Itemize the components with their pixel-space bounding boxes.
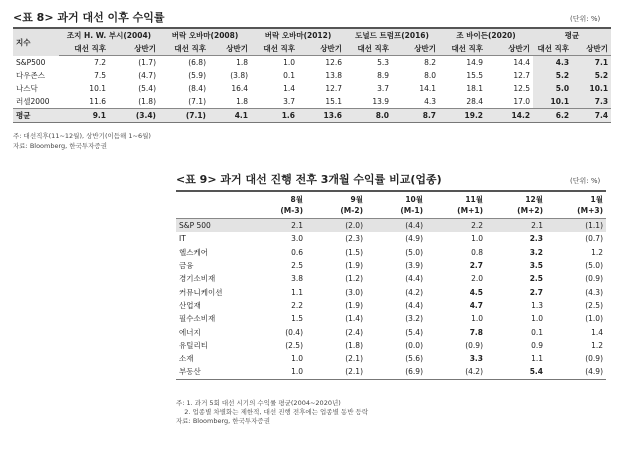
table8-group-header-row bbox=[13, 28, 611, 42]
table8-cell: 5.0 bbox=[533, 82, 572, 95]
table9 bbox=[176, 190, 606, 380]
table8-average-cell: 8.7 bbox=[392, 109, 439, 123]
table8-cell: 10.1 bbox=[89, 84, 106, 93]
table9-month-label: 11월 bbox=[465, 195, 483, 204]
table8-cell: 10.1 bbox=[533, 95, 572, 109]
table9-month-offset: (M+2) bbox=[517, 206, 543, 215]
table9-cell: (4.4) bbox=[405, 300, 423, 310]
table9-row-label: S&P 500 bbox=[176, 219, 246, 233]
table8-cell: 8.9 bbox=[377, 71, 390, 80]
table8-cell: 13.9 bbox=[372, 97, 390, 106]
table8-cell: 5.3 bbox=[377, 58, 390, 67]
table9-cell: 2.5 bbox=[291, 261, 303, 271]
table8-cell: (7.1) bbox=[188, 97, 206, 106]
table9-row-label: 유틸리티 bbox=[179, 340, 208, 350]
table9-cell: (3.2) bbox=[405, 314, 423, 324]
table8-average-cell: 4.1 bbox=[209, 109, 251, 123]
table8-cell: 15.1 bbox=[325, 97, 343, 106]
table8-sub-header: 상반기 bbox=[209, 42, 251, 56]
table9-row bbox=[176, 365, 606, 379]
table9-cell: 2.1 bbox=[486, 219, 546, 233]
table9-row-label: 경기소비재 bbox=[179, 274, 216, 284]
table8-cell: 16.4 bbox=[231, 84, 249, 93]
table8-cell: 18.1 bbox=[466, 84, 484, 93]
table9-cell: (4.3) bbox=[585, 287, 603, 297]
table8-cell: 4.3 bbox=[424, 97, 437, 106]
table8-cell: 7.2 bbox=[94, 58, 106, 67]
table9-cell: (4.9) bbox=[405, 234, 423, 244]
table8-cell: 1.0 bbox=[283, 58, 296, 67]
table9-cell: 2.0 bbox=[471, 274, 483, 284]
table8-index-header: 지수 bbox=[13, 28, 59, 56]
table9-month-label: 8월 bbox=[290, 195, 303, 204]
table8-sub-header: 대선 직후 bbox=[251, 42, 298, 56]
table9-cell: 3.2 bbox=[529, 247, 543, 257]
table8-average-cell: 6.2 bbox=[533, 109, 572, 123]
table8-row bbox=[13, 69, 611, 82]
table8-cell: 5.2 bbox=[533, 69, 572, 82]
table9-cell: (1.8) bbox=[345, 340, 363, 350]
table8-row-label: S&P500 bbox=[16, 57, 46, 67]
table9-cell: (4.4) bbox=[405, 274, 423, 284]
table8-cell: 1.4 bbox=[283, 84, 296, 93]
table8-average-cell: 7.4 bbox=[572, 109, 611, 123]
table9-cell: (0.7) bbox=[585, 234, 603, 244]
table8-average-row bbox=[13, 109, 611, 123]
table8-average-label: 평균 bbox=[13, 109, 59, 123]
table8-sub-header: 대선 직후 bbox=[439, 42, 486, 56]
table9-cell: (2.1) bbox=[345, 354, 363, 364]
table8-cell: (5.9) bbox=[188, 71, 206, 80]
table8-cell: 1.8 bbox=[236, 97, 249, 106]
table9-cell: (0.9) bbox=[465, 340, 483, 350]
table8-cell: 1.8 bbox=[236, 58, 249, 67]
table8-cell: 7.1 bbox=[572, 56, 611, 70]
table9-cell: 2.7 bbox=[529, 287, 543, 297]
table9-row bbox=[176, 272, 606, 285]
table8-cell: 11.6 bbox=[89, 97, 106, 106]
table9-cell: (0.9) bbox=[585, 274, 603, 284]
table9-row-label: 에너지 bbox=[179, 327, 201, 337]
table8 bbox=[13, 27, 611, 123]
table9-source: 자료: Bloomberg, 한국투자증권 bbox=[176, 417, 270, 425]
table8-sub-header: 대선 직후 bbox=[159, 42, 209, 56]
table9-cell: (1.1) bbox=[546, 219, 606, 233]
table9-row-label: 부동산 bbox=[179, 367, 201, 377]
table9-month-header bbox=[486, 191, 546, 219]
table9-note-1: 주: 1. 과거 5회 대선 시기의 수익률 평균(2004~2020년) bbox=[176, 399, 341, 407]
table8-average-cell: (3.4) bbox=[109, 109, 159, 123]
table9-cell: 2.5 bbox=[529, 274, 543, 284]
table9-row bbox=[176, 259, 606, 272]
table8-row bbox=[13, 95, 611, 109]
table8-row-label: 나스닥 bbox=[16, 84, 38, 93]
table8-sub-header-row bbox=[13, 42, 611, 56]
table8-cell: 7.5 bbox=[94, 71, 106, 80]
table9-cell: 3.8 bbox=[291, 274, 303, 284]
table9-cell: (3.9) bbox=[405, 261, 423, 271]
table8-group-header: 조 바이든(2020) bbox=[439, 28, 533, 42]
table9-month-header bbox=[306, 191, 366, 219]
table9-cell: (2.5) bbox=[285, 340, 303, 350]
table9-row-label: 커뮤니케이션 bbox=[179, 287, 223, 297]
table8-row-label: 다우존스 bbox=[16, 71, 45, 80]
table8-cell: 8.2 bbox=[424, 58, 437, 67]
table9-row bbox=[176, 299, 606, 312]
table9-cell: 1.0 bbox=[471, 314, 483, 324]
table9-cell: 3.0 bbox=[291, 234, 303, 244]
table8-cell: (3.8) bbox=[230, 71, 249, 80]
table9-row bbox=[176, 246, 606, 259]
table9-cell: 3.5 bbox=[529, 261, 543, 271]
table8-cell: 3.7 bbox=[377, 84, 390, 93]
table8-cell: 14.9 bbox=[466, 58, 484, 67]
table9-cell: 1.0 bbox=[531, 314, 543, 324]
table9-cell: (2.4) bbox=[345, 327, 363, 337]
table8-title: <표 8> 과거 대선 이후 수익률 bbox=[13, 11, 165, 24]
table9-cell: (1.5) bbox=[345, 247, 363, 257]
table9-month-header bbox=[546, 191, 606, 219]
table8-cell: 17.0 bbox=[513, 97, 531, 106]
table9-cell: (1.9) bbox=[345, 300, 363, 310]
table9-row bbox=[176, 339, 606, 352]
table8-average-cell: 14.2 bbox=[486, 109, 533, 123]
table9-cell: 1.2 bbox=[591, 247, 603, 257]
table8-sub-header: 대선 직후 bbox=[59, 42, 109, 56]
table9-cell: (2.3) bbox=[345, 234, 363, 244]
table8-cell: 7.3 bbox=[572, 95, 611, 109]
table8-cell: 3.7 bbox=[283, 97, 296, 106]
table9-month-header bbox=[366, 191, 426, 219]
table8-group-header: 평균 bbox=[533, 28, 611, 42]
table9-month-offset: (M-2) bbox=[340, 206, 363, 215]
table8-average-cell: 9.1 bbox=[59, 109, 109, 123]
table9-month-offset: (M+1) bbox=[457, 206, 483, 215]
table9-title: <표 9> 과거 대선 진행 전후 3개월 수익률 비교(업종) bbox=[176, 173, 442, 186]
table9-cell: 0.9 bbox=[531, 340, 543, 350]
table9-cell: (4.4) bbox=[366, 219, 426, 233]
table9-cell: (1.9) bbox=[345, 261, 363, 271]
table8-unit: (단위: %) bbox=[570, 15, 601, 23]
table9-cell: 2.1 bbox=[246, 219, 306, 233]
table9-row-label: 필수소비재 bbox=[179, 314, 216, 324]
table8-cell: 12.5 bbox=[513, 84, 531, 93]
table9-month-offset: (M-1) bbox=[400, 206, 423, 215]
table9-cell: (1.0) bbox=[585, 314, 603, 324]
table9-month-label: 9월 bbox=[350, 195, 363, 204]
table9-cell: 4.5 bbox=[469, 287, 483, 297]
table9-cell: (2.0) bbox=[306, 219, 366, 233]
table9-cell: (5.6) bbox=[405, 354, 423, 364]
table8-sub-header: 상반기 bbox=[486, 42, 533, 56]
table8-source: 자료: Bloomberg, 한국투자증권 bbox=[13, 142, 107, 150]
table9-cell: (4.9) bbox=[585, 367, 603, 377]
table8-cell: (1.8) bbox=[138, 97, 156, 106]
table8-cell: (5.4) bbox=[138, 84, 156, 93]
table9-row bbox=[176, 352, 606, 365]
table8-cell: 10.1 bbox=[572, 82, 611, 95]
table8-cell: (1.7) bbox=[138, 58, 156, 67]
table9-cell: 3.3 bbox=[469, 354, 483, 364]
table9-row bbox=[176, 232, 606, 245]
table9-cell: (1.4) bbox=[345, 314, 363, 324]
table9-month-header bbox=[426, 191, 486, 219]
table9-row bbox=[176, 312, 606, 325]
table9-month-label: 10월 bbox=[405, 195, 423, 204]
table8-cell: (8.4) bbox=[188, 84, 206, 93]
table8-cell: 5.2 bbox=[572, 69, 611, 82]
table9-row-label: IT bbox=[179, 234, 186, 244]
table9-header-row bbox=[176, 191, 606, 219]
table9-cell: (2.5) bbox=[585, 300, 603, 310]
table9-cell: (1.2) bbox=[345, 274, 363, 284]
table8-note: 주: 대선직후(11~12월), 상반기(이듬해 1~6월) bbox=[13, 132, 151, 140]
table9-cell: 1.1 bbox=[531, 354, 543, 364]
table8-sub-header: 대선 직후 bbox=[533, 42, 572, 56]
table9-cell: 2.3 bbox=[529, 234, 543, 244]
table8-sub-header: 상반기 bbox=[572, 42, 611, 56]
table8-group-header: 버락 오바마(2012) bbox=[251, 28, 345, 42]
table9-cell: 2.2 bbox=[426, 219, 486, 233]
table8-cell: 4.3 bbox=[533, 56, 572, 70]
table8-average-cell: 19.2 bbox=[439, 109, 486, 123]
table9-cell: 1.1 bbox=[291, 287, 303, 297]
table8-cell: (4.7) bbox=[138, 71, 156, 80]
table9-cell: 1.2 bbox=[591, 340, 603, 350]
table8-cell: 12.6 bbox=[325, 58, 343, 67]
table9-row-label: 헬스케어 bbox=[179, 247, 208, 257]
table9-cell: 4.7 bbox=[469, 300, 483, 310]
table8-cell: 12.7 bbox=[513, 71, 531, 80]
table8-average-cell: 13.6 bbox=[298, 109, 345, 123]
table9-row bbox=[176, 325, 606, 338]
table8-group-header: 버락 오바마(2008) bbox=[159, 28, 251, 42]
table8-row bbox=[13, 82, 611, 95]
table8-row bbox=[13, 56, 611, 70]
table8-sub-header: 상반기 bbox=[109, 42, 159, 56]
table9-row bbox=[176, 285, 606, 298]
table8-cell: 8.0 bbox=[424, 71, 437, 80]
table9-cell: 0.6 bbox=[291, 247, 303, 257]
table8-cell: 12.7 bbox=[325, 84, 343, 93]
table9-row-label: 금융 bbox=[179, 261, 194, 271]
table9-cell: 1.3 bbox=[531, 300, 543, 310]
table9-cell: (0.4) bbox=[285, 327, 303, 337]
table8-cell: 14.4 bbox=[513, 58, 531, 67]
table9-cell: 1.0 bbox=[471, 234, 483, 244]
table8-cell: 0.1 bbox=[283, 71, 296, 80]
table8-group-header: 조지 H. W. 부시(2004) bbox=[59, 28, 159, 42]
table9-cell: (5.4) bbox=[405, 327, 423, 337]
table8-average-cell: 1.6 bbox=[251, 109, 298, 123]
table9-cell: (0.0) bbox=[405, 340, 423, 350]
table8-sub-header: 상반기 bbox=[392, 42, 439, 56]
table8-group-header: 도널드 트럼프(2016) bbox=[345, 28, 439, 42]
table9-label-header bbox=[176, 191, 246, 219]
table9-cell: (2.1) bbox=[345, 367, 363, 377]
table9-cell: (6.9) bbox=[405, 367, 423, 377]
table8-sub-header: 상반기 bbox=[298, 42, 345, 56]
table9-cell: (4.2) bbox=[405, 287, 423, 297]
table9-cell: (5.0) bbox=[405, 247, 423, 257]
table9-row bbox=[176, 219, 606, 233]
table9-month-label: 12월 bbox=[525, 195, 543, 204]
table9-note-2: 2. 업종별 차별화는 제한적, 대선 진행 전후에는 업종별 동반 등락 bbox=[176, 408, 369, 416]
table9-cell: (3.0) bbox=[345, 287, 363, 297]
table8-cell: 14.1 bbox=[419, 84, 437, 93]
table8-cell: 13.8 bbox=[325, 71, 343, 80]
table9-cell: 1.0 bbox=[291, 354, 303, 364]
table8-sub-header: 대선 직후 bbox=[345, 42, 392, 56]
table9-month-label: 1월 bbox=[590, 195, 603, 204]
table8-cell: (6.8) bbox=[188, 58, 206, 67]
table9-cell: 2.7 bbox=[469, 261, 483, 271]
table9-row-label: 산업재 bbox=[179, 300, 201, 310]
table9-cell: 1.0 bbox=[291, 367, 303, 377]
table9-row-label: 소재 bbox=[179, 354, 194, 364]
table9-cell: 5.4 bbox=[529, 367, 543, 377]
table8-average-cell: 8.0 bbox=[345, 109, 392, 123]
table9-cell: 1.5 bbox=[291, 314, 303, 324]
table9-cell: 0.8 bbox=[471, 247, 483, 257]
table9-cell: (5.0) bbox=[585, 261, 603, 271]
table9-month-offset: (M-3) bbox=[280, 206, 303, 215]
table8-cell: 15.5 bbox=[466, 71, 484, 80]
table8-average-cell: (7.1) bbox=[159, 109, 209, 123]
table9-cell: (4.2) bbox=[465, 367, 483, 377]
table8-row-label: 러셀2000 bbox=[16, 97, 50, 106]
table8-cell: 28.4 bbox=[466, 97, 484, 106]
table9-cell: 1.4 bbox=[591, 327, 603, 337]
table9-month-header bbox=[246, 191, 306, 219]
table9-unit: (단위: %) bbox=[570, 177, 601, 185]
table9-cell: (0.9) bbox=[585, 354, 603, 364]
table9-cell: 2.2 bbox=[291, 300, 303, 310]
table9-cell: 0.1 bbox=[531, 327, 543, 337]
table9-month-offset: (M+3) bbox=[577, 206, 603, 215]
table9-cell: 7.8 bbox=[469, 327, 483, 337]
